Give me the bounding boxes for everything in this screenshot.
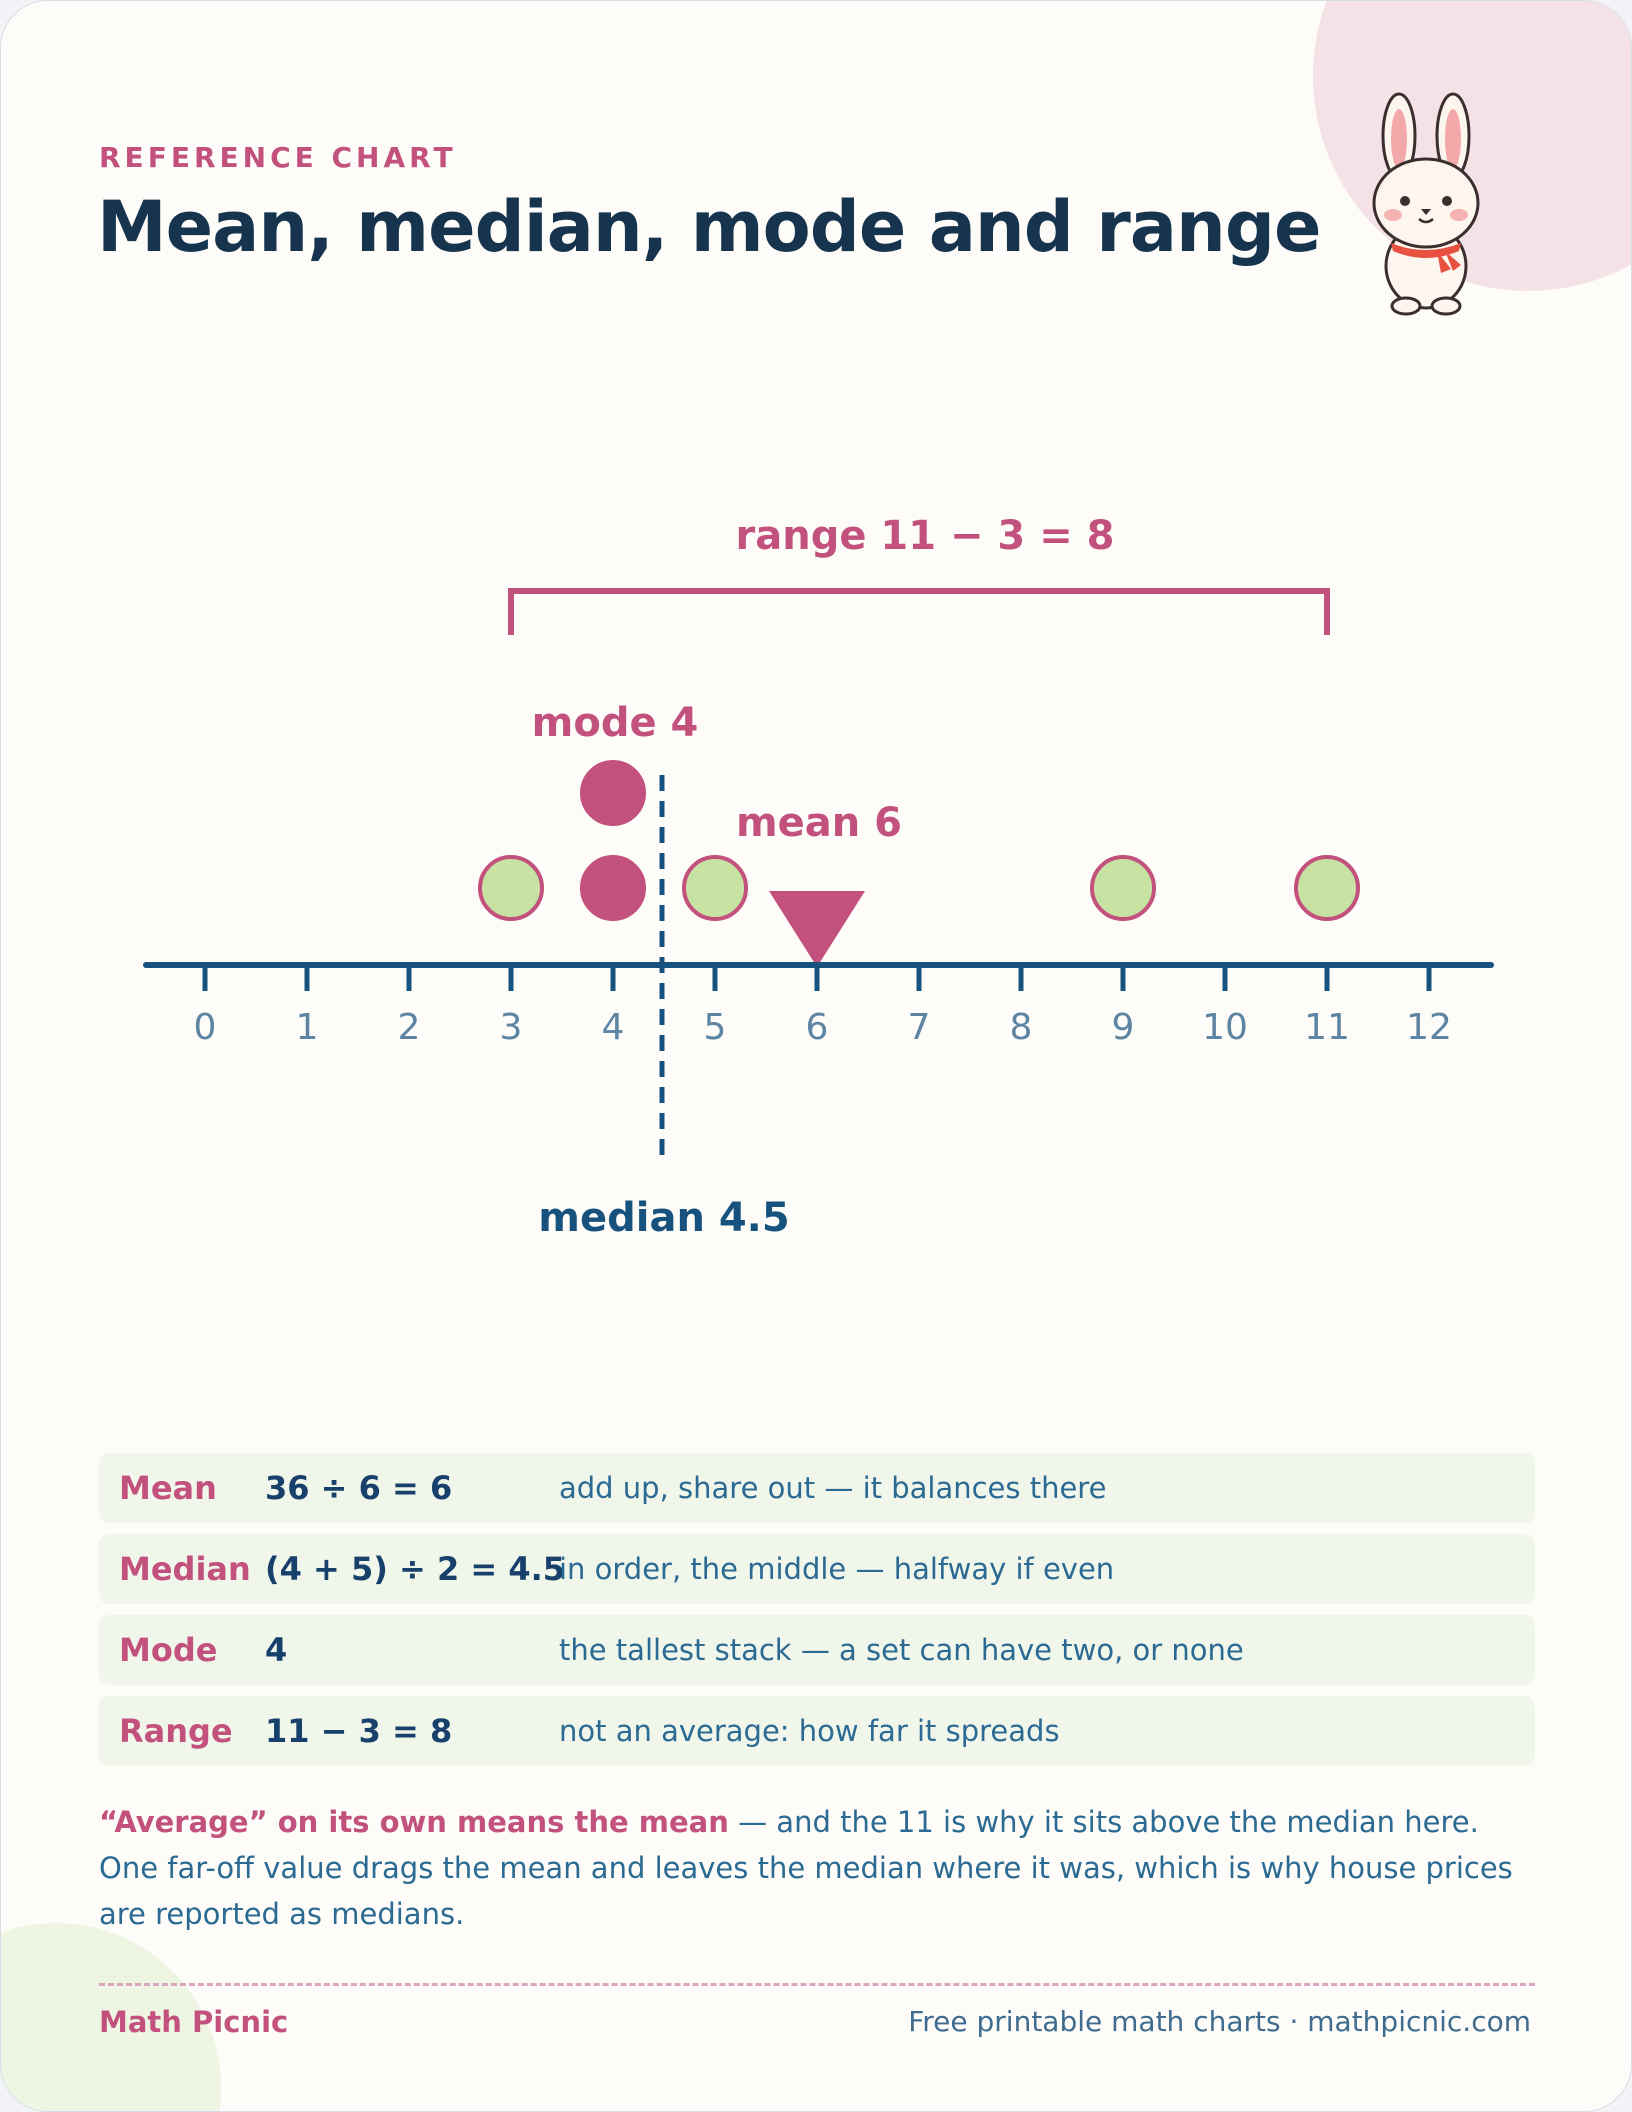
mode-data-point	[582, 762, 644, 824]
range-bracket	[511, 591, 1327, 635]
mode-data-point	[582, 857, 644, 919]
summary-row-range	[99, 1696, 1535, 1766]
data-point	[480, 857, 542, 919]
brand-name: Math Picnic	[99, 2005, 289, 2039]
summary-calc: 4	[265, 1631, 288, 1669]
median-label: median 4.5	[538, 1195, 790, 1241]
summary-calc: 36 ÷ 6 = 6	[265, 1469, 453, 1507]
note-lead: “Average” on its own means the mean	[99, 1805, 729, 1839]
dot-plot-diagram	[1, 1, 1632, 1301]
summary-desc: add up, share out — it balances there	[559, 1471, 1107, 1505]
mean-label: mean 6	[735, 800, 903, 846]
eyebrow-label: REFERENCE CHART	[99, 141, 457, 174]
tick-label: 8	[1009, 1007, 1033, 1048]
summary-term: Mean	[119, 1469, 217, 1507]
summary-desc: in order, the middle — halfway if even	[559, 1552, 1115, 1586]
data-point	[1092, 857, 1154, 919]
tick-label: 7	[907, 1007, 931, 1048]
summary-term: Range	[119, 1712, 233, 1750]
tick-label: 2	[397, 1007, 421, 1048]
tick-label: 9	[1111, 1007, 1135, 1048]
note-text: — and the 11 is why it sits above the median here. One far-off value drags the mean and leaves the median where it was, which is why house prices are reported as medians.	[99, 1805, 1513, 1931]
tick-label: 1	[295, 1007, 319, 1048]
summary-term: Median	[119, 1550, 251, 1588]
summary-table	[99, 1453, 1535, 1777]
tick-label: 5	[703, 1007, 727, 1048]
summary-term: Mode	[119, 1631, 218, 1669]
mean-marker	[769, 891, 865, 967]
footer-divider	[99, 1983, 1535, 1986]
data-point	[684, 857, 746, 919]
mode-label: mode 4	[531, 700, 699, 746]
summary-row-median	[99, 1534, 1535, 1604]
tick-label: 12	[1406, 1007, 1452, 1048]
page-title: Mean, median, mode and range	[97, 186, 1321, 268]
explanation-note	[99, 1799, 1535, 1937]
tick-label: 6	[805, 1007, 829, 1048]
data-point	[1296, 857, 1358, 919]
summary-calc: 11 − 3 = 8	[265, 1712, 453, 1750]
tick-label: 0	[193, 1007, 217, 1048]
summary-desc: the tallest stack — a set can have two, or none	[559, 1633, 1244, 1667]
summary-calc: (4 + 5) ÷ 2 = 4.5	[265, 1550, 566, 1588]
tick-label: 10	[1202, 1007, 1248, 1048]
tick-label: 11	[1304, 1007, 1350, 1048]
tick-label: 4	[601, 1007, 625, 1048]
summary-desc: not an average: how far it spreads	[559, 1714, 1060, 1748]
summary-row-mode	[99, 1615, 1535, 1685]
range-label: range 11 − 3 = 8	[735, 513, 1115, 559]
tick-label: 3	[499, 1007, 523, 1048]
footer-tagline: Free printable math charts · mathpicnic.com	[908, 2005, 1531, 2038]
summary-row-mean	[99, 1453, 1535, 1523]
